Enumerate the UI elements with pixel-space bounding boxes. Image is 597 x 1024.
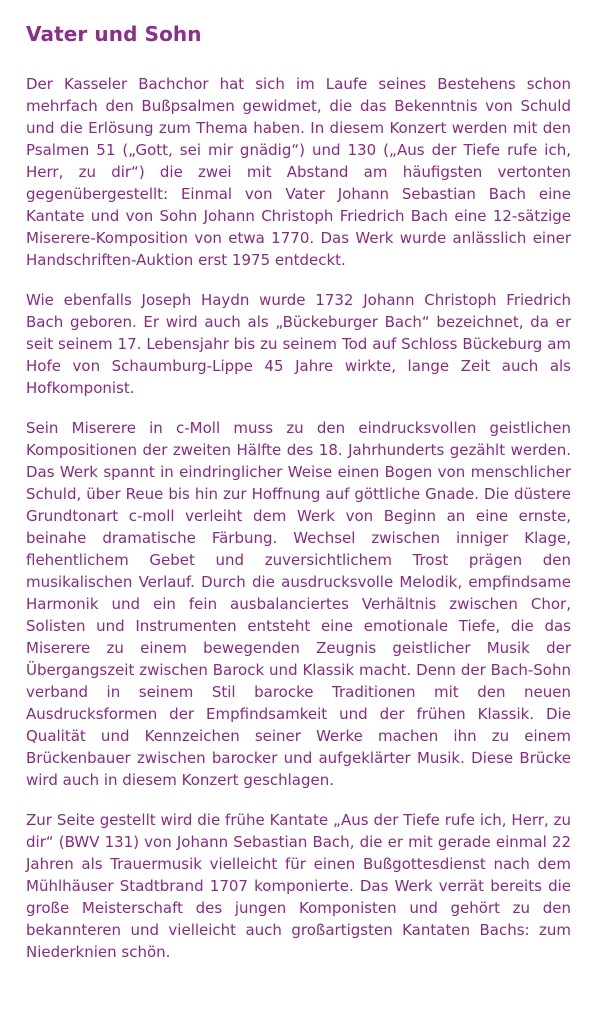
paragraph-miserere: Sein Miserere in c-Moll muss zu den eindrucksvollen geistlichen Kompositionen der zweiten Hälfte des 18. Jahrhunderts gezählt werden. Das Werk spannt in eindringlicher Weise einen Bogen von menschlicher Schuld, über Reue bis hin zur Hoffnung auf göttliche Gnade. Die düstere Grundtonart c-moll verleiht dem Werk von Beginn an eine ernste, beinahe dramatische Färbung. Wechsel zwischen inniger Klage, flehentlichem Gebet und zuversichtlichem Trost prägen den musikalischen Verlauf. Durch die ausdrucksvolle Melodik, empfindsame Harmonik und ein fein ausbalanciertes Verhältnis zwischen Chor, Solisten und Instrumenten entsteht eine emotionale Tiefe, die das Miserere zu einem bewegenden Zeugnis geistlicher Musik der Übergangszeit zwischen Barock und Klassik macht. Denn der Bach-Sohn verband in seinem Stil barocke Traditionen mit den neuen Ausdrucksformen der Empfindsamkeit und der frühen Klassik. Die Qualität und Kennzeichen seiner Werke machen ihn zu einem Brückenbauer zwischen barocker und aufgeklärter Musik. Diese Brücke wird auch in diesem Konzert geschlagen. <box>26 419 571 789</box>
paragraph-biography: Wie ebenfalls Joseph Haydn wurde 1732 Johann Christoph Friedrich Bach geboren. Er wird auch als „Bückeburger Bach“ bezeichnet, da er seit seinem 17. Lebensjahr bis zu seinem Tod auf Schloss Bückeburg am Hofe von Schaumburg-Lippe 45 Jahre wirkte, lange Zeit auch als Hofkomponist. <box>26 291 571 397</box>
paragraph-intro: Der Kasseler Bachchor hat sich im Laufe seines Bestehens schon mehrfach den Bußpsalmen gewidmet, die das Bekenntnis von Schuld und die Erlösung zum Thema haben. In diesem Konzert werden mit den Psalmen 51 („Gott, sei mir gnädig“) und 130 („Aus der Tiefe rufe ich, Herr, zu dir“) die zwei mit Abstand am häufigsten vertonten gegenübergestellt: Einmal von Vater Johann Sebastian Bach eine Kantate und von Sohn Johann Christoph Friedrich Bach eine 12-sätzige Miserere-Komposition von etwa 1770. Das Werk wurde anlässlich einer Handschriften-Auktion erst 1975 entdeckt. <box>26 75 571 269</box>
page-title: Vater und Sohn <box>26 22 202 46</box>
document-page <box>26 20 571 981</box>
paragraph-cantata: Zur Seite gestellt wird die frühe Kantate „Aus der Tiefe rufe ich, Herr, zu dir“ (BWV 131) von Johann Sebastian Bach, die er mit gerade einmal 22 Jahren als Trauermusik vielleicht für einen Bußgottesdienst nach dem Mühlhäuser Stadtbrand 1707 komponierte. Das Werk verrät bereits die große Meisterschaft des jungen Komponisten und gehört zu den bekannteren und vielleicht auch großartigsten Kantaten Bachs: zum Niederknien schön. <box>26 811 571 961</box>
